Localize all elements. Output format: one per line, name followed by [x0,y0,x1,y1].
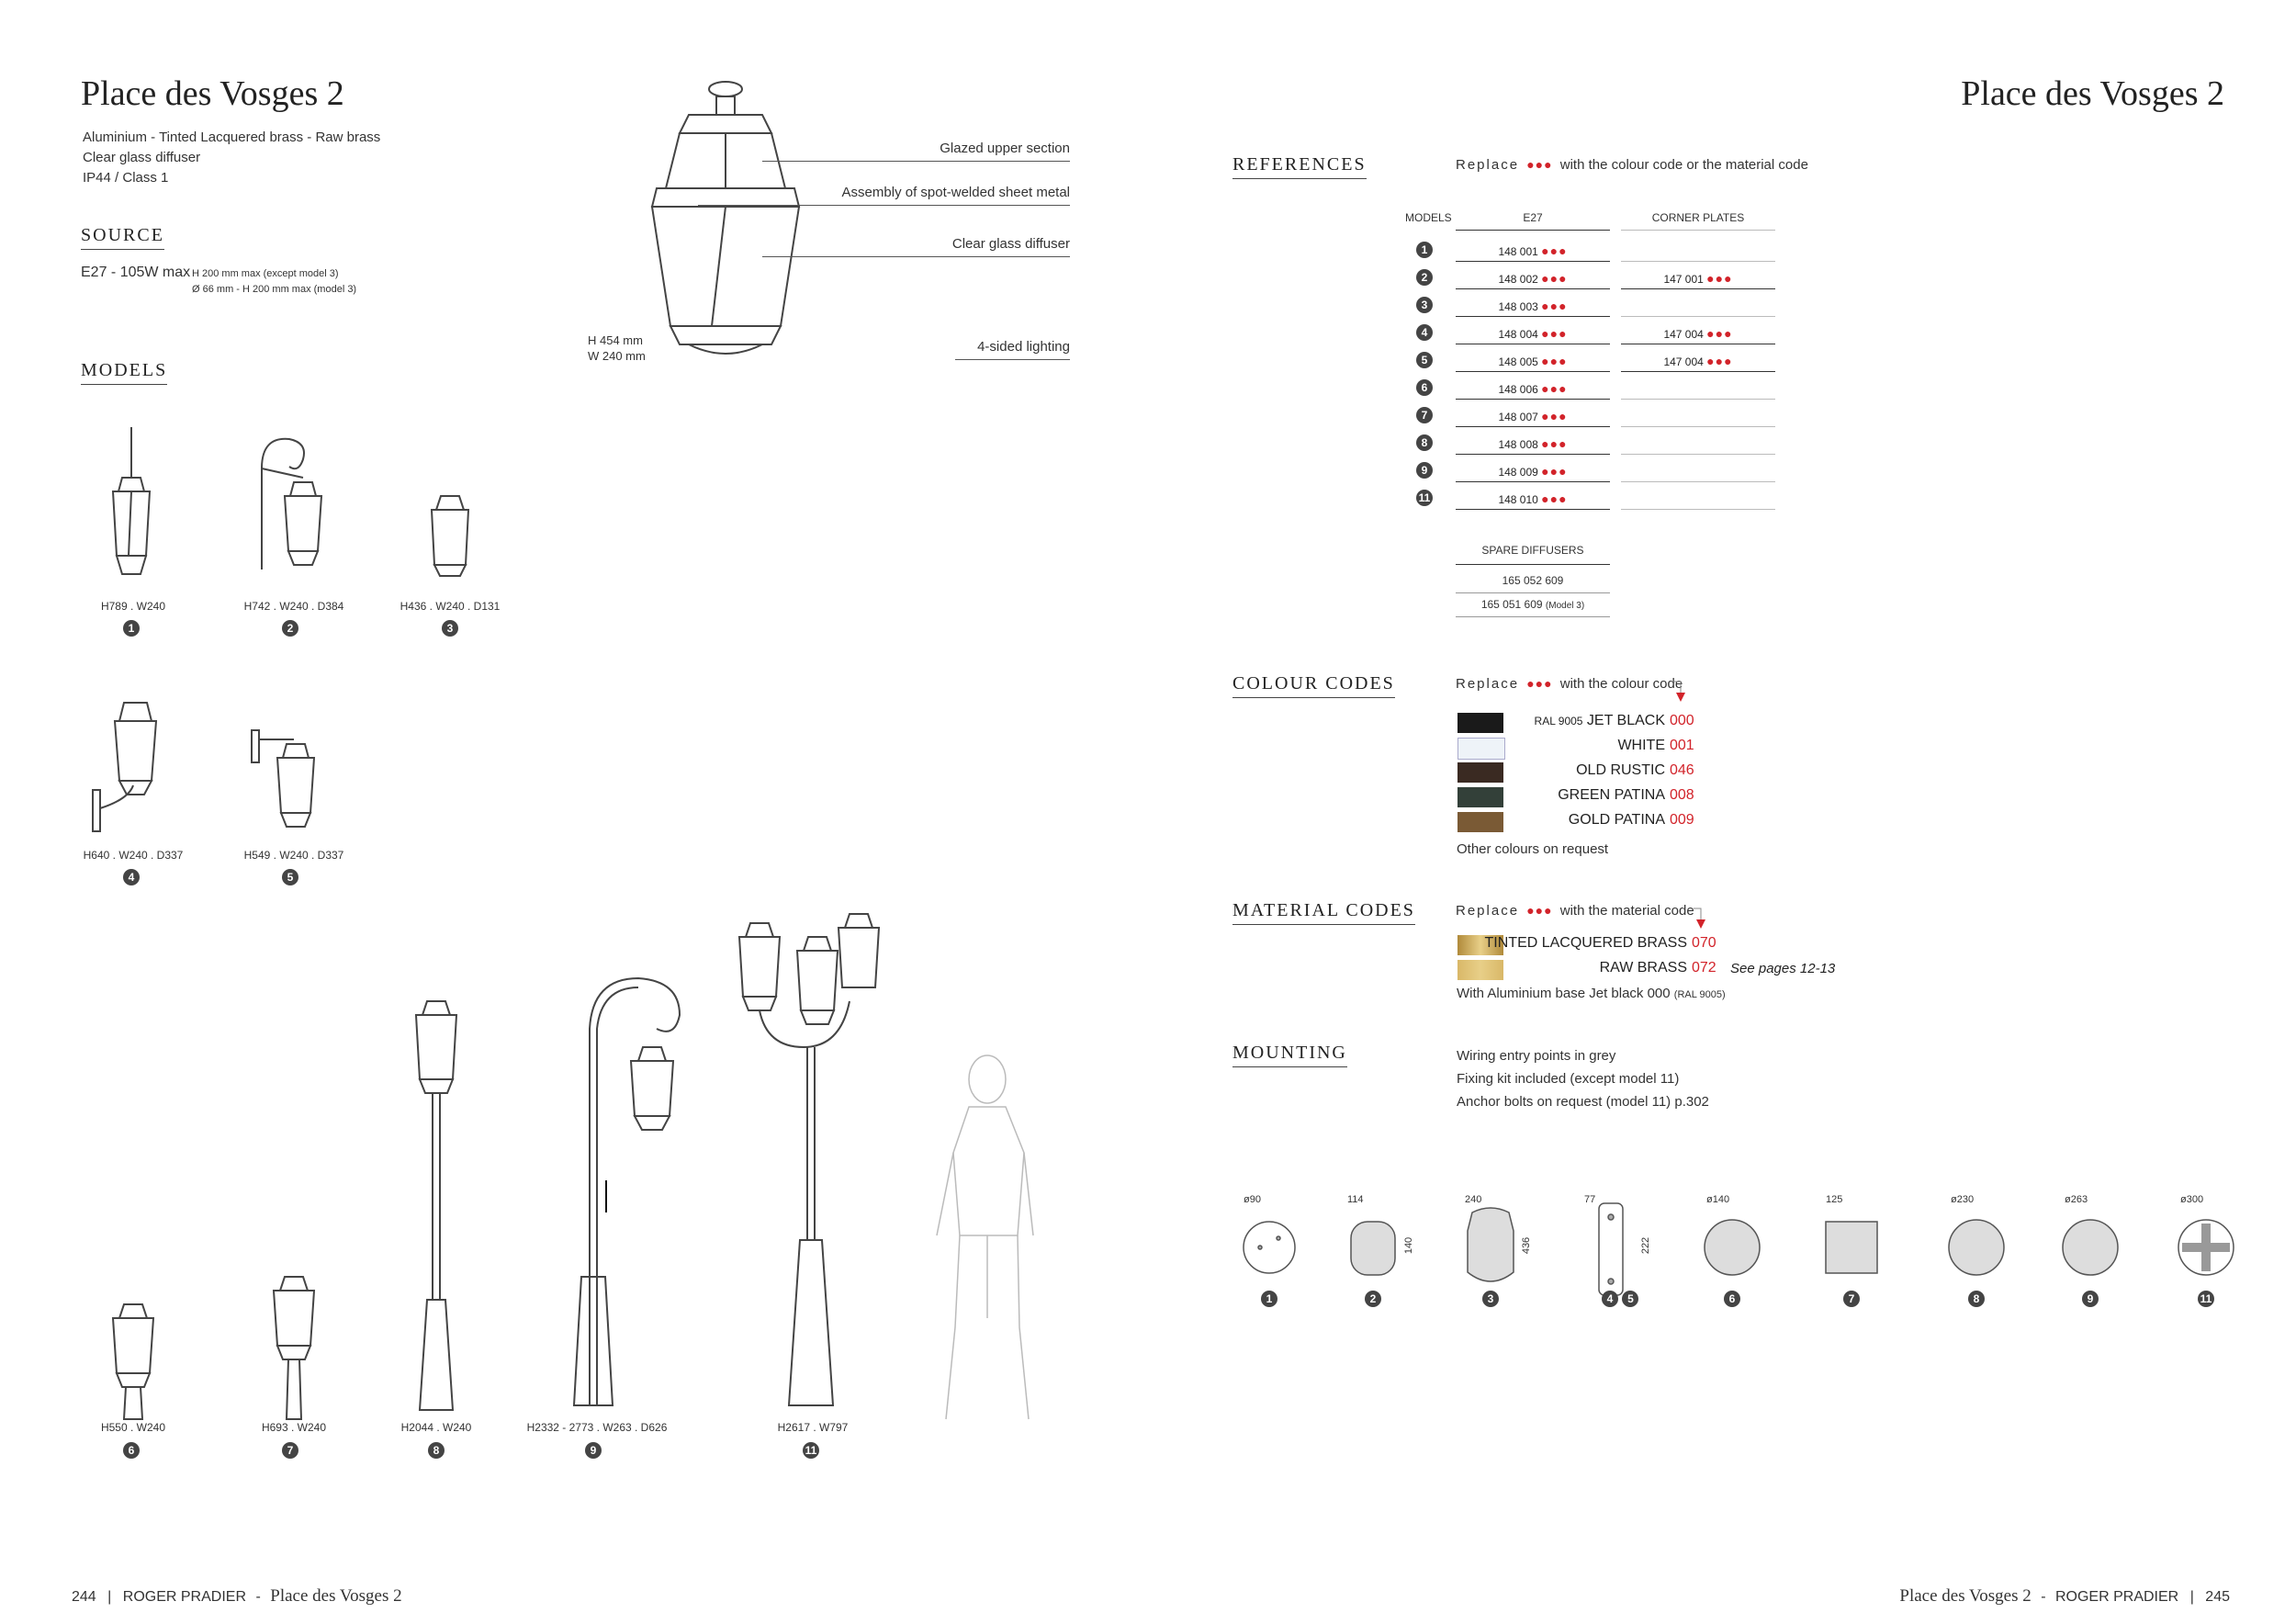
model-2-illustration [248,432,340,579]
code-dots: ●●● [1541,409,1568,423]
colour-label: OLD RUSTIC [1576,762,1665,778]
ref-e27-code: 148 001 [1498,245,1538,258]
model-5-label: H549 . W240 . D337 [243,849,344,862]
ref-model-number: 11 [1416,490,1433,506]
ref-model-number: 1 [1416,242,1433,258]
desc-line: Clear glass diffuser [83,150,201,165]
model-5-number: 5 [282,869,298,885]
mount-number [2198,1291,2214,1307]
ref-model-number: 6 [1416,379,1433,396]
colour-label: GREEN PATINA [1558,787,1665,803]
mount-number [1843,1291,1860,1307]
model-7-label: H693 . W240 [261,1421,327,1434]
mount-number [1724,1291,1740,1307]
mount-number [1968,1291,1985,1307]
material-code: 070 [1692,935,1716,951]
model-9-label: H2332 - 2773 . W263 . D626 [526,1421,668,1434]
mount-dimension: 77 [1584,1194,1596,1205]
mount-number-badge: 2 [1365,1291,1381,1307]
right-page-title: Place des Vosges 2 [1961,74,2224,113]
product-description [83,128,380,188]
mount-number-badge: 8 [1968,1291,1985,1307]
right-footer-title: Place des Vosges 2 [1899,1586,2032,1606]
model-4-number: 4 [123,869,140,885]
callout-glazed: Glazed upper section [940,141,1070,156]
ref-e27-cell [1456,323,1610,344]
col-corner-header: CORNER PLATES [1621,211,1775,231]
material-codes-heading: MATERIAL CODES [1232,900,1415,925]
ref-corner-code: 147 001 [1663,273,1704,286]
col-e27-header: E27 [1456,211,1610,231]
spare-diffuser-1: 165 052 609 [1456,574,1610,593]
mount-number-badge: 11 [2198,1291,2214,1307]
references-heading: REFERENCES [1232,154,1367,179]
ref-e27-code: 148 005 [1498,355,1538,368]
code-dots: ●●● [1541,243,1568,258]
colour-code: 008 [1670,787,1694,803]
replace-word: Replace [1456,676,1520,692]
ref-e27-code: 148 002 [1498,273,1538,286]
colour-instruction-text: with the colour code [1559,676,1683,692]
code-dots: ●●● [1541,381,1568,396]
ref-corner-cell [1621,323,1775,344]
ref-e27-cell [1456,434,1610,455]
model-9-illustration [556,974,693,1415]
ref-corner-code: 147 004 [1663,355,1704,368]
mounting-line: Wiring entry points in grey [1457,1048,1616,1064]
mount-dimension: 114 [1347,1194,1364,1205]
mount-dimension-2: 140 [1403,1236,1415,1255]
left-page-title: Place des Vosges 2 [81,74,344,113]
ref-corner-cell [1621,434,1775,455]
model-3-number: 3 [442,620,458,637]
model-8-number: 8 [428,1442,445,1459]
col-models-header: MODELS [1405,211,1452,224]
colour-label: JET BLACK [1586,713,1665,728]
spare-diffuser-2 [1456,598,1610,617]
references-instruction [1456,157,1808,173]
colour-name [1469,738,1665,754]
ref-model-number: 3 [1416,297,1433,313]
mount-number [1365,1291,1381,1307]
ref-model-number: 8 [1416,434,1433,451]
spare-diffusers-heading: SPARE DIFFUSERS [1456,544,1610,565]
material-note-small: (RAL 9005) [1673,989,1726,1000]
human-scale-figure [918,1052,1056,1428]
ref-corner-cell [1621,241,1775,262]
material-instruction-text: with the material code [1559,903,1694,919]
colour-name [1469,787,1665,804]
model-11-illustration [730,909,891,1415]
source-note-2: Ø 66 mm - H 200 mm max (model 3) [192,284,357,295]
ref-e27-code: 148 007 [1498,411,1538,423]
ref-e27-code: 148 006 [1498,383,1538,396]
ref-corner-cell [1621,406,1775,427]
material-instruction [1456,903,1694,919]
material-note-text: With Aluminium base Jet black 000 [1457,986,1671,1001]
ref-instruction-text: with the colour code or the material code [1559,157,1808,173]
colour-codes-heading: COLOUR CODES [1232,673,1395,698]
colour-code: 000 [1670,713,1694,728]
code-dots: ●●● [1526,903,1553,918]
model-3-label: H436 . W240 . D131 [400,600,501,613]
model-7-number: 7 [282,1442,298,1459]
model-4-label: H640 . W240 . D337 [83,849,184,862]
model-11-label: H2617 . W797 [777,1421,849,1434]
left-page-number: 244 [72,1589,96,1605]
colour-note: Other colours on request [1457,841,1609,857]
mount-number-badge: 7 [1843,1291,1860,1307]
left-footer-title: Place des Vosges 2 [270,1586,402,1606]
ref-model-number: 7 [1416,407,1433,423]
colour-prefix: RAL 9005 [1534,715,1583,727]
mounting-line: Anchor bolts on request (model 11) p.302 [1457,1094,1709,1110]
models-heading: MODELS [81,360,167,385]
ref-e27-code: 148 010 [1498,493,1538,506]
model-6-illustration [96,1300,170,1424]
mount-number-badge: 9 [2082,1291,2099,1307]
ref-e27-cell [1456,489,1610,510]
spare-diffuser-2-code: 165 051 609 [1480,598,1543,611]
ref-corner-cell [1621,268,1775,289]
ref-e27-code: 148 004 [1498,328,1538,341]
colour-label: WHITE [1617,738,1665,753]
mount-dimension: ø300 [2180,1194,2204,1205]
model-1-number: 1 [123,620,140,637]
ref-e27-cell [1456,296,1610,317]
mount-dimension: ø230 [1951,1194,1975,1205]
ref-e27-code: 148 009 [1498,466,1538,479]
mounting-heading: MOUNTING [1232,1043,1347,1067]
lantern-height: H 454 mm [588,333,643,347]
source-value: E27 - 105W max [81,265,191,280]
code-dots: ●●● [1706,354,1733,368]
material-code: 072 [1692,960,1716,976]
code-dots: ●●● [1526,676,1553,691]
mount-number [1261,1291,1277,1307]
code-dots: ●●● [1541,271,1568,286]
lantern-width: W 240 mm [588,349,646,363]
ref-e27-cell [1456,461,1610,482]
ref-model-number: 5 [1416,352,1433,368]
colour-name [1469,713,1665,729]
ref-e27-cell [1456,351,1610,372]
material-name: RAW BRASS [1599,960,1687,976]
lantern-dims [588,333,646,364]
mount-number [2082,1291,2099,1307]
mount-number-badge: 3 [1482,1291,1499,1307]
ref-corner-cell [1621,351,1775,372]
desc-line: Aluminium - Tinted Lacquered brass - Raw brass [83,130,381,145]
ref-model-number: 4 [1416,324,1433,341]
ref-corner-cell [1621,489,1775,510]
model-9-number: 9 [585,1442,602,1459]
ref-e27-cell [1456,268,1610,289]
ref-e27-cell [1456,406,1610,427]
code-dots: ●●● [1541,299,1568,313]
mounting-line: Fixing kit included (except model 11) [1457,1071,1680,1087]
model-8-label: H2044 . W240 [400,1421,472,1434]
mount-number-badge: 6 [1724,1291,1740,1307]
mount-dimension-2: 222 [1640,1236,1652,1255]
mount-dimension-2: 436 [1521,1236,1533,1255]
model-6-number: 6 [123,1442,140,1459]
callout-4sided: 4-sided lighting [977,339,1070,355]
ref-corner-cell [1621,296,1775,317]
mounting-notes [1457,1044,1709,1113]
code-dots: ●●● [1526,157,1553,172]
mount-number [1482,1291,1499,1307]
colour-instruction [1456,676,1683,692]
callout-diffuser: Clear glass diffuser [951,236,1070,252]
colour-code: 009 [1670,812,1694,828]
mount-dimension: ø263 [2065,1194,2088,1205]
colour-label: GOLD PATINA [1568,812,1665,828]
material-see-pages: See pages 12-13 [1730,961,1836,976]
right-footer-brand: ROGER PRADIER [2054,1589,2179,1605]
ref-corner-cell [1621,461,1775,482]
model-2-label: H742 . W240 . D384 [243,600,344,613]
mount-number-badge: 1 [1261,1291,1277,1307]
replace-word: Replace [1456,903,1520,919]
model-1-illustration [96,427,170,583]
ref-e27-cell [1456,378,1610,400]
ref-model-number: 9 [1416,462,1433,479]
replace-word: Replace [1456,157,1520,173]
mount-dimension: ø140 [1706,1194,1730,1205]
ref-e27-code: 148 008 [1498,438,1538,451]
mount-dimension: 125 [1826,1194,1843,1205]
mount-dimension: ø90 [1244,1194,1261,1205]
code-dots: ●●● [1541,354,1568,368]
model-11-number: 11 [803,1442,819,1459]
right-page-number: 245 [2205,1589,2230,1605]
mount-number-badge: 4 [1602,1291,1618,1307]
code-dots: ●●● [1706,271,1733,286]
mount-dimension: 240 [1465,1194,1482,1205]
ref-corner-code: 147 004 [1663,328,1704,341]
model-4-illustration [87,698,179,836]
right-footer: Place des Vosges 2 - ROGER PRADIER | 245 [1899,1586,2230,1606]
model-1-label: H789 . W240 [100,600,166,613]
source-note-1: H 200 mm max (except model 3) [192,268,339,279]
ref-e27-code: 148 003 [1498,300,1538,313]
ref-model-number: 2 [1416,269,1433,286]
model-5-illustration [248,721,340,836]
desc-line: IP44 / Class 1 [83,170,169,186]
arrow-down-icon [1671,680,1690,707]
source-heading: SOURCE [81,225,164,250]
arrow-down-icon [1692,907,1710,934]
spare-diffuser-2-note: (Model 3) [1545,601,1585,611]
code-dots: ●●● [1541,326,1568,341]
model-7-illustration [257,1272,331,1424]
callout-assembly: Assembly of spot-welded sheet metal [841,185,1070,200]
left-footer: 244 | ROGER PRADIER - Place des Vosges 2 [72,1586,402,1606]
colour-name [1469,762,1665,779]
ref-e27-cell [1456,241,1610,262]
colour-code: 001 [1670,738,1694,753]
model-8-illustration [400,997,473,1415]
colour-code: 046 [1670,762,1694,778]
colour-name [1469,812,1665,829]
model-2-number: 2 [282,620,298,637]
code-dots: ●●● [1541,436,1568,451]
left-footer-brand: ROGER PRADIER [122,1589,247,1605]
mount-number [1602,1291,1638,1307]
model-3-illustration [418,491,482,583]
code-dots: ●●● [1541,491,1568,506]
material-name: TINTED LACQUERED BRASS [1484,935,1687,951]
lantern-illustration [615,78,817,363]
mount-number-badge: 5 [1622,1291,1638,1307]
ref-corner-cell [1621,378,1775,400]
model-6-label: H550 . W240 [100,1421,166,1434]
material-note [1457,986,1726,1001]
code-dots: ●●● [1541,464,1568,479]
code-dots: ●●● [1706,326,1733,341]
